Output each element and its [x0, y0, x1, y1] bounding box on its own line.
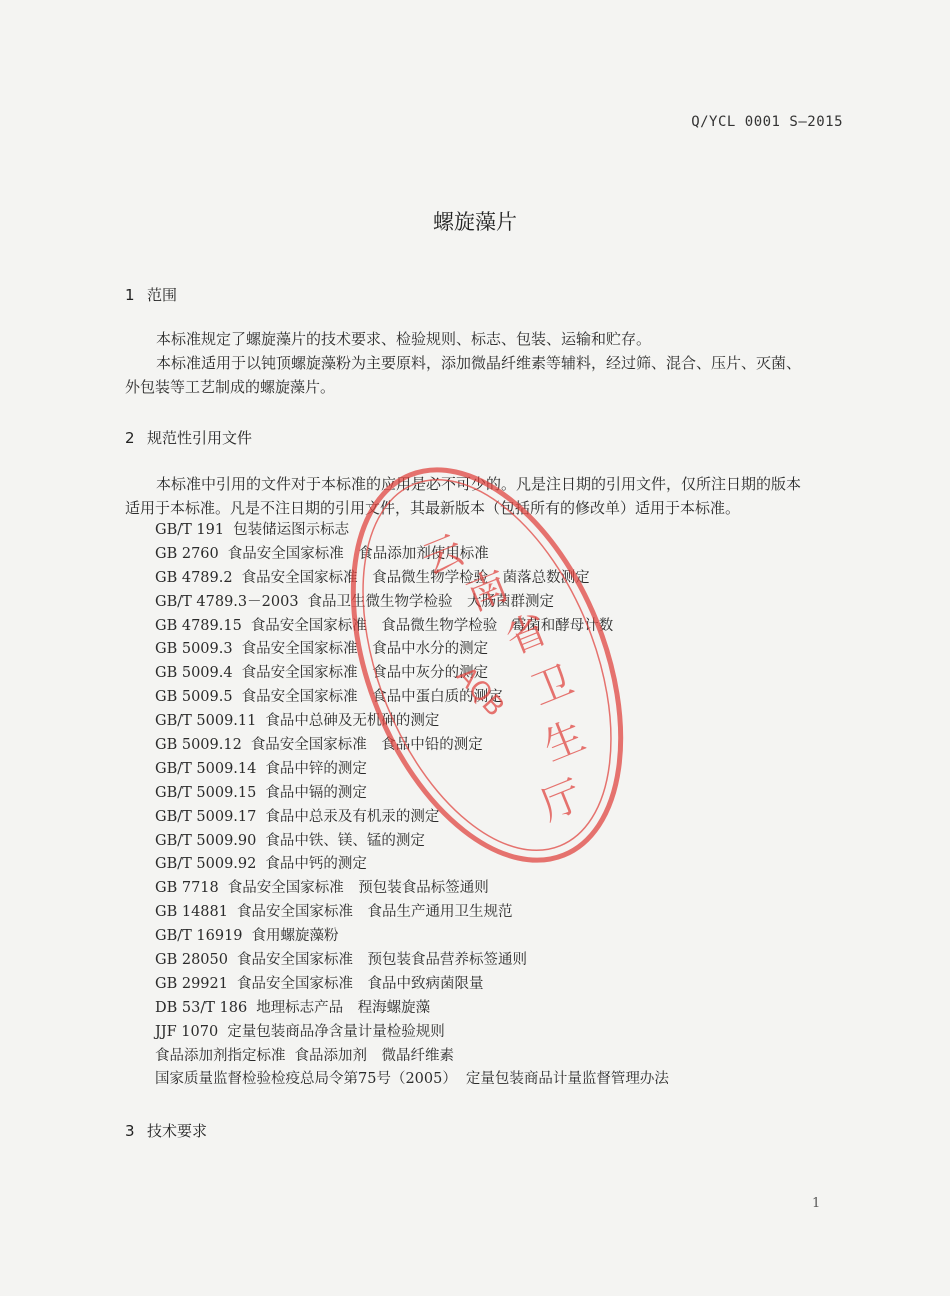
reference-title: 食品安全国家标准 食品中致病菌限量	[236, 975, 484, 992]
reference-code: GB/T 16919	[155, 928, 243, 945]
section-heading-scope	[125, 284, 177, 305]
reference-code: GB/T 5009.92	[155, 856, 257, 873]
reference-item	[155, 973, 669, 997]
page-title: 螺旋藻片	[433, 210, 517, 234]
intro-line: 本标准中引用的文件对于本标准的应用是必不可少的。凡是注日期的引用文件，仅所注日期的版本	[156, 475, 802, 493]
reference-item	[155, 615, 669, 639]
reference-item	[155, 806, 669, 830]
reference-code: JJF 1070	[155, 1023, 219, 1040]
section-number: 3	[125, 1122, 135, 1140]
section-number: 1	[125, 286, 135, 304]
reference-title: 食品安全国家标准 食品中灰分的测定	[241, 665, 489, 682]
intro-line: 适用于本标准。凡是不注日期的引用文件，其最新版本（包括所有的修改单）适用于本标准。	[125, 499, 741, 517]
reference-code: GB/T 191	[155, 522, 225, 538]
reference-code: GB 29921	[155, 975, 228, 992]
reference-title: 食品中钙的测定	[265, 856, 367, 873]
reference-item	[155, 901, 669, 925]
reference-code: GB 5009.4	[155, 665, 233, 682]
reference-code: GB/T 5009.17	[155, 808, 257, 825]
reference-item	[155, 591, 669, 615]
reference-item	[155, 782, 669, 806]
scope-line: 本标准适用于以钝顶螺旋藻粉为主要原料，添加微晶纤维素等辅料，经过筛、混合、压片、灭菌、	[156, 354, 802, 372]
reference-code: GB 5009.12	[155, 737, 242, 754]
reference-title: 食品安全国家标准 预包装食品标签通则	[227, 880, 489, 897]
reference-title: 食品安全国家标准 预包装食品营养标签通则	[236, 952, 527, 969]
reference-code: GB 4789.2	[155, 569, 233, 586]
svg-text:厅: 厅	[534, 772, 589, 830]
reference-item	[155, 662, 669, 686]
reference-code: GB/T 5009.14	[155, 760, 257, 777]
reference-code: GB/T 5009.11	[155, 713, 257, 730]
reference-code: 食品添加剂指定标准	[155, 1047, 286, 1064]
page-number: 1	[812, 1196, 821, 1211]
reference-code: GB/T 5009.15	[155, 784, 257, 801]
reference-title: 食品中锌的测定	[265, 760, 367, 777]
reference-title: 定量包装商品净含量计量检验规则	[227, 1023, 445, 1040]
reference-title: 地理标志产品 程海螺旋藻	[256, 999, 431, 1016]
reference-item	[155, 830, 669, 854]
reference-code: DB 53/T 186	[155, 999, 248, 1016]
reference-title: 食品安全国家标准 食品微生物学检验 菌落总数测定	[241, 569, 590, 586]
reference-list	[155, 519, 669, 1092]
svg-text:生: 生	[537, 712, 592, 771]
section-heading-references	[125, 427, 252, 448]
reference-item	[155, 1021, 669, 1045]
reference-title: 食品添加剂 微晶纤维素	[294, 1047, 454, 1064]
reference-item	[155, 925, 669, 949]
svg-text:AQB: AQB	[450, 661, 510, 723]
svg-text:云: 云	[415, 526, 470, 585]
reference-code: GB 5009.3	[155, 641, 233, 658]
reference-title: 食品安全国家标准 食品微生物学检验 霉菌和酵母计数	[250, 617, 614, 634]
reference-title: 食品中铁、镁、锰的测定	[265, 832, 425, 849]
reference-title: 食品安全国家标准 食品添加剂使用标准	[227, 545, 489, 562]
reference-item	[155, 710, 669, 734]
document-code: Q/YCL 0001 S—2015	[691, 114, 843, 130]
reference-code: GB 2760	[155, 545, 219, 562]
reference-item	[155, 877, 669, 901]
scope-line: 本标准规定了螺旋藻片的技术要求、检验规则、标志、包装、运输和贮存。	[156, 330, 652, 348]
reference-code: GB 28050	[155, 952, 228, 969]
reference-title: 食品安全国家标准 食品中水分的测定	[241, 641, 489, 658]
reference-code: GB 5009.5	[155, 689, 233, 706]
reference-item	[155, 997, 669, 1021]
reference-item	[155, 686, 669, 710]
reference-item	[155, 567, 669, 591]
reference-code: GB 4789.15	[155, 617, 242, 634]
reference-title: 食用螺旋藻粉	[251, 928, 339, 945]
section-title: 技术要求	[147, 1122, 208, 1140]
reference-item	[155, 758, 669, 782]
reference-code: GB 14881	[155, 904, 228, 921]
section-heading-technical-requirements	[125, 1120, 207, 1141]
reference-item	[155, 543, 669, 567]
reference-item	[155, 638, 669, 662]
reference-code: 国家质量监督检验检疫总局令第75号（2005）	[155, 1071, 457, 1088]
scope-paragraph	[125, 327, 845, 399]
reference-title: 定量包装商品计量监督管理办法	[465, 1071, 669, 1088]
references-intro	[125, 472, 845, 520]
reference-code: GB/T 4789.3－2003	[155, 593, 299, 610]
reference-item	[155, 853, 669, 877]
reference-title: 食品中镉的测定	[265, 784, 367, 801]
section-number: 2	[125, 429, 135, 447]
reference-code: GB/T 5009.90	[155, 832, 257, 849]
scope-line: 外包装等工艺制成的螺旋藻片。	[125, 378, 336, 396]
reference-code: GB 7718	[155, 880, 219, 897]
svg-text:南: 南	[460, 562, 515, 621]
reference-title: 包装储运图示标志	[233, 522, 350, 538]
reference-title: 食品中总汞及有机汞的测定	[265, 808, 440, 825]
reference-item	[155, 949, 669, 973]
reference-title: 食品安全国家标准 食品生产通用卫生规范	[236, 904, 513, 921]
reference-item	[155, 1068, 669, 1092]
section-title: 规范性引用文件	[147, 429, 253, 447]
reference-title: 食品安全国家标准 食品中蛋白质的测定	[241, 689, 503, 706]
reference-title: 食品中总砷及无机砷的测定	[265, 713, 440, 730]
reference-item	[155, 1045, 669, 1069]
section-title: 范围	[147, 286, 178, 304]
reference-title: 食品安全国家标准 食品中铅的测定	[250, 737, 483, 754]
reference-item	[155, 734, 669, 758]
reference-item	[155, 519, 669, 543]
svg-text:省: 省	[499, 606, 554, 664]
reference-title: 食品卫生微生物学检验 大肠菌群测定	[307, 593, 555, 610]
svg-text:卫: 卫	[525, 657, 580, 715]
